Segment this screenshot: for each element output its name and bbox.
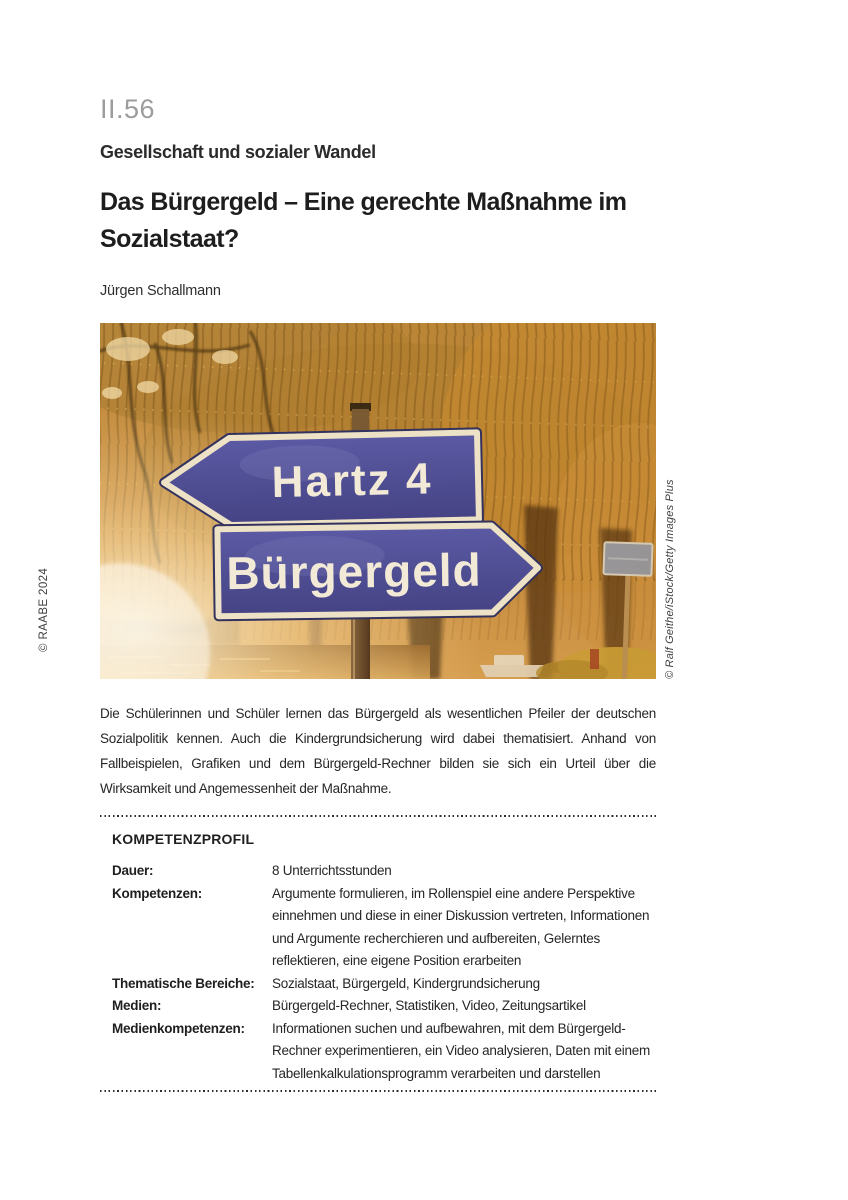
dotted-divider-bottom — [100, 1090, 656, 1092]
profile-row-value: Argumente formulieren, im Rollenspiel eine andere Perspektive einnehmen und diese in einer Diskussion vertreten, Informationen und Argumente recherchieren und aufbereiten, Gelerntes reflektieren, eine eigene Position erarbeiten — [272, 885, 650, 968]
profile-row-label: Kompetenzen: — [112, 885, 203, 901]
sign-hartz4 — [163, 432, 479, 526]
profile-row-label: Medien: — [112, 998, 162, 1013]
dotted-divider-top — [100, 815, 656, 817]
profile-row-label: Dauer: — [112, 863, 154, 878]
page-title-line-2: Sozialstaat? — [100, 225, 239, 253]
profile-row-label: Medienkompetenzen: — [112, 1020, 245, 1036]
sign-top-label: Hartz 4 — [271, 454, 433, 508]
page-title-line-1: Das Bürgergeld – Eine gerechte Maßnahme im — [100, 188, 627, 216]
profile-row-value: Informationen suchen und aufbewahren, mit dem Bürgergeld-Rechner experimentieren, ein Video analysieren, Daten mit einem Tabellenkalkulationsprogramm verarbeiten und darstellen — [272, 1020, 650, 1081]
page-title — [100, 184, 740, 258]
sign-bottom-label: Bürgergeld — [225, 543, 483, 600]
profile-row-value: 8 Unterrichtsstunden — [272, 863, 392, 878]
author-name: Jürgen Schallmann — [100, 283, 221, 299]
intro-paragraph: Die Schülerinnen und Schüler lernen das Bürgergeld als wesentlichen Pfeiler der deutschen Sozialpolitik kennen. Auch die Kindergrundsicherung wird dabei thematisiert. Anhand von Fallbeispielen, Grafiken und dem Bürgergeld-Rechner bilden sie sich ein Urteil über die Wirksamkeit und Angemessenheit der Maßnahme. — [100, 706, 656, 796]
hero-photo — [100, 323, 656, 679]
profile-row-label: Thematische Bereiche: — [112, 975, 255, 991]
category-heading: Gesellschaft und sozialer Wandel — [100, 142, 376, 162]
copyright-vertical: © RAABE 2024 — [38, 567, 50, 652]
sign-buergergeld — [217, 525, 538, 616]
signpost-photo-illustration — [100, 323, 656, 679]
competence-profile — [100, 815, 656, 1092]
photo-credit: © Ralf Geithe/iStock/Getty Images Plus — [664, 479, 676, 679]
series-code: II.56 — [100, 94, 156, 124]
profile-row-value: Bürgergeld-Rechner, Statistiken, Video, Zeitungsartikel — [272, 998, 586, 1013]
profile-heading: KOMPETENZPROFIL — [112, 831, 255, 847]
profile-rows — [112, 860, 656, 1085]
profile-row-value: Sozialstaat, Bürgergeld, Kindergrundsicherung — [272, 975, 540, 991]
